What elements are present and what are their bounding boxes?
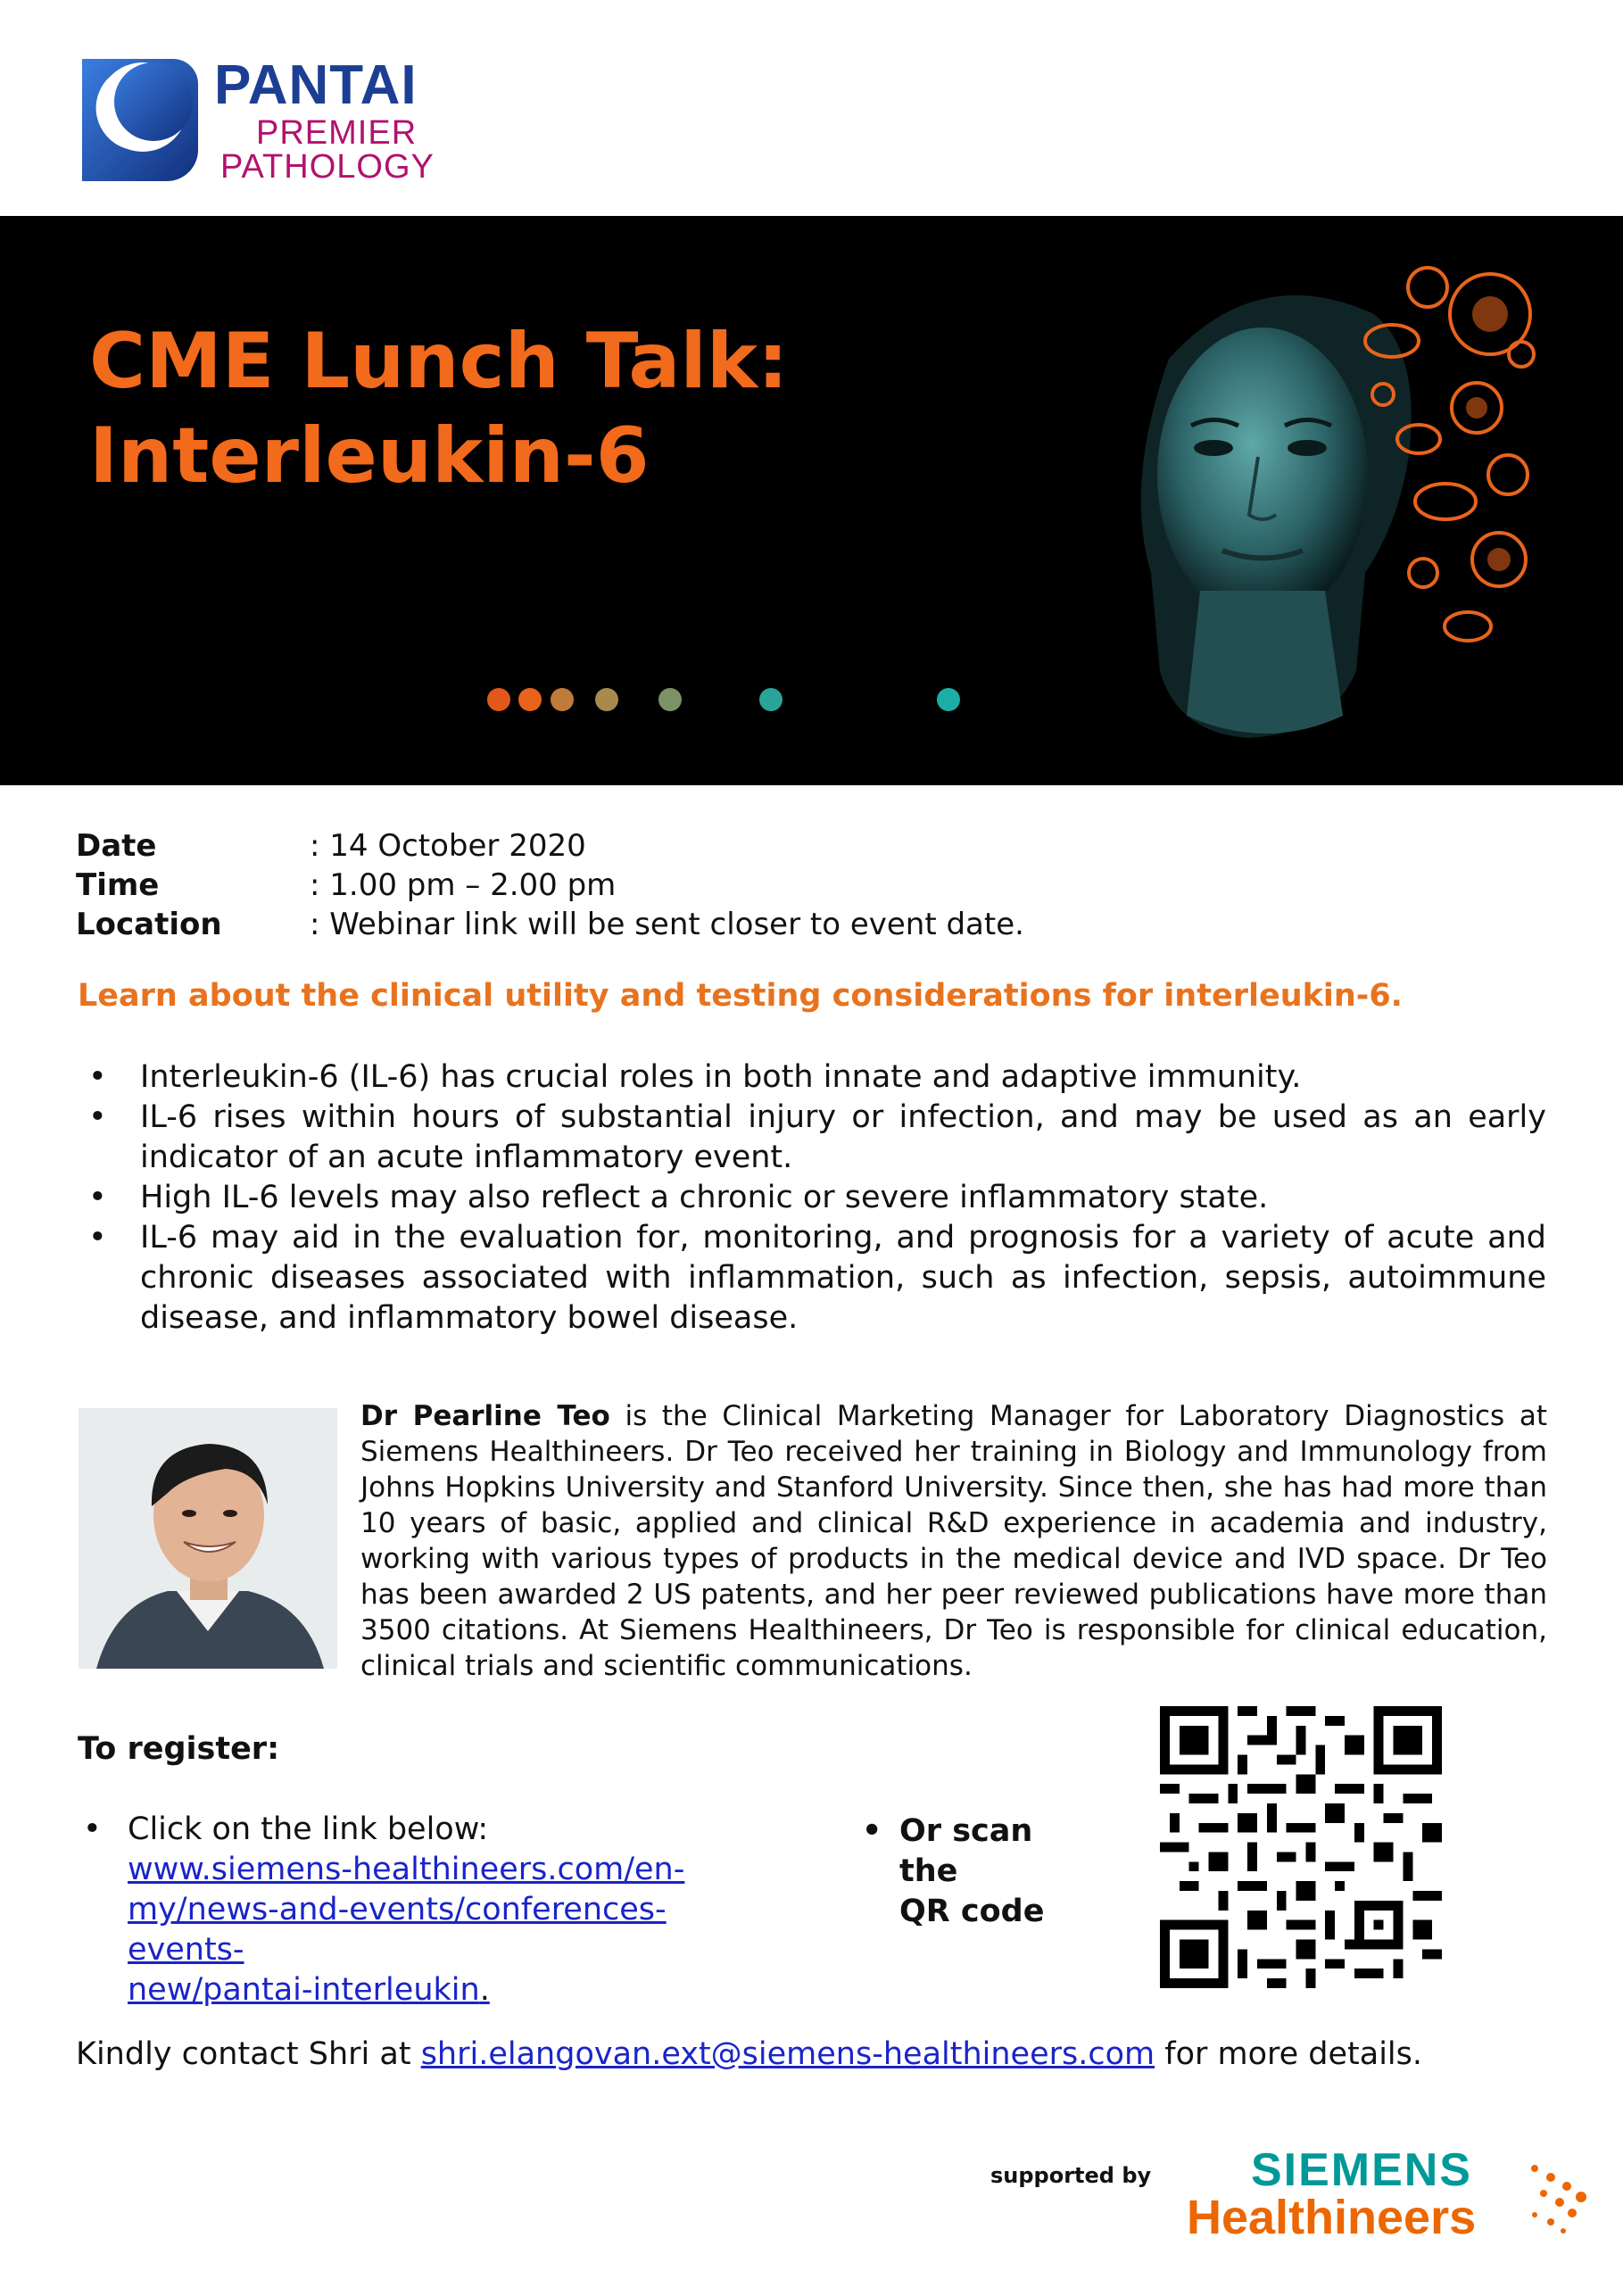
time-value: : 1.00 pm – 2.00 pm bbox=[310, 867, 617, 903]
qr-instruction-line1: Or scan the bbox=[899, 1813, 1033, 1889]
registration-link-period: . bbox=[479, 1972, 490, 2008]
bullet-icon: • bbox=[83, 1811, 102, 1847]
speaker-name: Dr Pearline Teo bbox=[360, 1400, 610, 1432]
qr-instruction-line2: QR code bbox=[899, 1894, 1045, 1929]
register-heading: To register: bbox=[78, 1731, 280, 1767]
speaker-photo bbox=[79, 1408, 337, 1669]
speaker-bio-text: is the Clinical Marketing Manager for Laboratory Diagnostics at Siemens Healthineers. Dr Teo received her training in Biology and Immunology from Johns Hopkins University and Stanford University. Since then, she has had more than 10 years of basic, applied and clinical R&D experience in academia and industry, working with various types of products in the medical device and IVD space. Dr Teo has been awarded 2 US patents, and her peer reviewed publications have more than 3500 citations. At Siemens Healthineers, Dr Teo is responsible for clinical education, clinical trials and scientific communications. bbox=[360, 1400, 1547, 1682]
key-point: • High IL-6 levels may also reflect a chronic or severe inflammatory state. bbox=[83, 1178, 1546, 1218]
registration-link[interactable] bbox=[128, 1850, 770, 2010]
registration-link-line3: new/pantai-interleukin bbox=[128, 1972, 480, 2008]
date-value: : 14 October 2020 bbox=[310, 828, 586, 864]
location-label: Location bbox=[76, 907, 222, 942]
location-value: : Webinar link will be sent closer to event date. bbox=[310, 907, 1024, 942]
contact-suffix: for more details. bbox=[1155, 2036, 1423, 2072]
supported-by-label: supported by bbox=[990, 2163, 1152, 2188]
hero-face-illustration bbox=[1115, 252, 1544, 760]
registration-link-line1: www.siemens-healthineers.com/en- bbox=[128, 1852, 685, 1887]
date-label: Date bbox=[76, 828, 157, 864]
pantai-logo-mark bbox=[73, 52, 198, 181]
healthineers-dots-icon bbox=[1526, 2158, 1588, 2238]
contact-line bbox=[76, 2036, 1422, 2072]
key-point: • IL-6 may aid in the evaluation for, monitoring, and prognosis for a variety of acute and chronic diseases associated with inflammation, such as infection, sepsis, autoimmune disease, and inflammatory bowel disease. bbox=[83, 1218, 1546, 1339]
qr-code-icon[interactable] bbox=[1160, 1706, 1442, 1988]
bullet-icon: • bbox=[862, 1813, 882, 1849]
register-link-intro: Click on the link below: bbox=[128, 1811, 489, 1847]
contact-prefix: Kindly contact Shri at bbox=[76, 2036, 421, 2072]
contact-email-link[interactable]: shri.elangovan.ext@siemens-healthineers.com bbox=[420, 2036, 1155, 2072]
pantai-logo bbox=[73, 52, 448, 186]
brand-sub-premier: PREMIER bbox=[256, 114, 418, 152]
registration-link-line2: my/news-and-events/conferences-events- bbox=[128, 1892, 667, 1968]
hero-banner bbox=[0, 216, 1623, 785]
brand-name: PANTAI bbox=[214, 54, 418, 116]
time-label: Time bbox=[76, 867, 160, 903]
key-points-list bbox=[83, 1057, 1546, 1339]
event-title-line2: Interleukin-6 bbox=[89, 411, 650, 501]
siemens-healthineers-logo bbox=[1187, 2140, 1588, 2265]
brand-sub-pathology: PATHOLOGY bbox=[220, 148, 435, 186]
lead-statement: Learn about the clinical utility and testing considerations for interleukin-6. bbox=[78, 978, 1403, 1014]
key-point: • Interleukin-6 (IL-6) has crucial roles in both innate and adaptive immunity. bbox=[83, 1057, 1546, 1098]
key-point: • IL-6 rises within hours of substantial injury or infection, and may be used as an early indicator of an acute inflammatory event. bbox=[83, 1098, 1546, 1178]
speaker-bio bbox=[360, 1398, 1547, 1684]
healthineers-wordmark: Healthineers bbox=[1187, 2191, 1477, 2244]
siemens-wordmark: SIEMENS bbox=[1250, 2144, 1472, 2196]
event-title-line1: CME Lunch Talk: bbox=[89, 317, 789, 406]
